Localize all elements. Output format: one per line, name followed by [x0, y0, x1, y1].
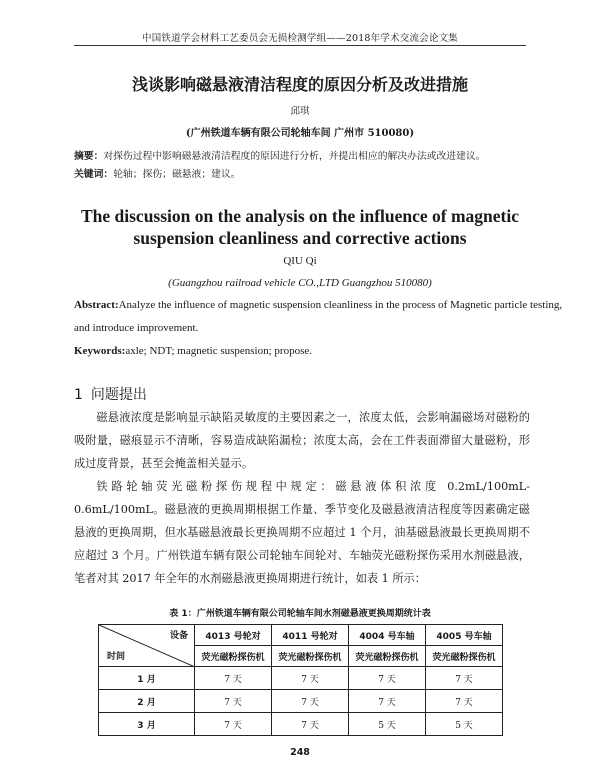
device-name-header: 4013 号轮对: [195, 625, 272, 646]
chinese-abstract-text: 对探伤过程中影响磁悬液清洁程度的原因进行分析，并提出相应的解决办法或改进建议。: [103, 151, 486, 162]
english-keywords-label: Keywords:: [74, 345, 126, 357]
page-number: 248: [290, 747, 310, 758]
english-author: QIU Qi: [283, 255, 317, 267]
chinese-title: 浅谈影响磁悬液清洁程度的原因分析及改进措施: [131, 75, 468, 94]
chinese-keywords: [74, 168, 534, 181]
english-keywords-text: axle; NDT; magnetic suspension; propose.: [125, 345, 312, 357]
table-row: [99, 690, 503, 713]
month-cell: 1 月: [99, 667, 195, 690]
english-title-line-2: suspension cleanliness and corrective actions: [133, 228, 467, 248]
cycle-cell: 7 天: [426, 690, 503, 713]
english-abstract-label: Abstract:: [74, 299, 119, 311]
table-row: [99, 713, 503, 736]
section-heading: [74, 384, 147, 404]
chinese-keywords-text: 轮轴；探伤；磁悬液；建议。: [113, 169, 241, 180]
chinese-abstract: [74, 150, 534, 163]
cycle-cell: 5 天: [426, 713, 503, 736]
device-name-header: 4004 号车轴: [349, 625, 426, 646]
english-affiliation: (Guangzhou railroad vehicle CO.,LTD Guangzhou 510080): [168, 277, 432, 289]
english-title-line-1: The discussion on the analysis on the influence of magnetic: [80, 206, 520, 226]
corner-label-time: 时间: [107, 652, 126, 662]
running-header: 中国铁道学会材料工艺委员会无损检测学组——2018年学术交流会论文集: [142, 33, 458, 44]
table-row: [99, 667, 503, 690]
paragraph-2: 铁路轮轴荧光磁粉探伤规程中规定：磁悬液体积浓度 0.2mL/100mL-0.6mL/100mL。磁悬液的更换周期根据工作量、季节变化及磁悬液清洁程度等因素确定磁悬液的更换周期，但水基磁悬液最长更换周期不应超过 1 个月，油基磁悬液最长更换周期不应超过 3 个月。广州铁道车辆有限公司轮轴车间轮对、车轴荧光磁粉探伤采用水剂磁悬液，笔者对其 2017 年全年的水剂磁悬液更换周期进行统计，如表 1 所示：: [74, 480, 530, 585]
english-abstract-text-1: Analyze the influence of magnetic suspension cleanliness in the process of Magnetic particle testing,: [118, 299, 563, 311]
month-cell: 2 月: [99, 690, 195, 713]
cycle-cell: 5 天: [349, 713, 426, 736]
device-name-header: 4005 号车轴: [426, 625, 503, 646]
cycle-cell: 7 天: [272, 690, 349, 713]
paragraph-1: 磁悬液浓度是影响显示缺陷灵敏度的主要因素之一，浓度太低，会影响漏磁场对磁粉的吸附量，磁痕显示不清晰，容易造成缺陷漏检；浓度太高，会在工件表面滞留大量磁粉，形成过度背景，甚至会掩盖相关显示。: [74, 411, 530, 470]
cycle-cell: 7 天: [195, 690, 272, 713]
cycle-cell: 7 天: [272, 667, 349, 690]
chinese-abstract-label: 摘要：: [74, 151, 104, 162]
english-keywords: [74, 344, 534, 358]
chinese-author: 邱琪: [290, 106, 310, 117]
cycle-cell: 7 天: [349, 667, 426, 690]
month-cell: 3 月: [99, 713, 195, 736]
header-rule: [74, 45, 526, 46]
chinese-affiliation: (广州铁道车辆有限公司轮轴车间 广州市 510080): [185, 128, 415, 139]
table-caption: 表 1：广州铁道车辆有限公司轮轴车间水剂磁悬液更换周期统计表: [169, 609, 431, 619]
replacement-cycle-table: [98, 624, 503, 736]
device-type-header: 荧光磁粉探伤机: [272, 646, 349, 667]
device-type-header: 荧光磁粉探伤机: [195, 646, 272, 667]
cycle-cell: 7 天: [195, 713, 272, 736]
body-text: [74, 406, 530, 590]
cycle-cell: 7 天: [195, 667, 272, 690]
english-title: [60, 205, 540, 249]
cycle-cell: 7 天: [272, 713, 349, 736]
device-name-header: 4011 号轮对: [272, 625, 349, 646]
cycle-cell: 7 天: [426, 667, 503, 690]
corner-label-device: 设备: [169, 631, 188, 641]
english-abstract-line-1: [74, 298, 563, 312]
device-type-header: 荧光磁粉探伤机: [426, 646, 503, 667]
english-abstract-line-2: and introduce improvement.: [74, 322, 199, 334]
section-number: 1: [74, 387, 83, 403]
cycle-cell: 7 天: [349, 690, 426, 713]
chinese-keywords-label: 关键词：: [74, 169, 114, 180]
device-type-header: 荧光磁粉探伤机: [349, 646, 426, 667]
section-title: 问题提出: [90, 387, 147, 403]
table-corner-header: [99, 625, 195, 667]
